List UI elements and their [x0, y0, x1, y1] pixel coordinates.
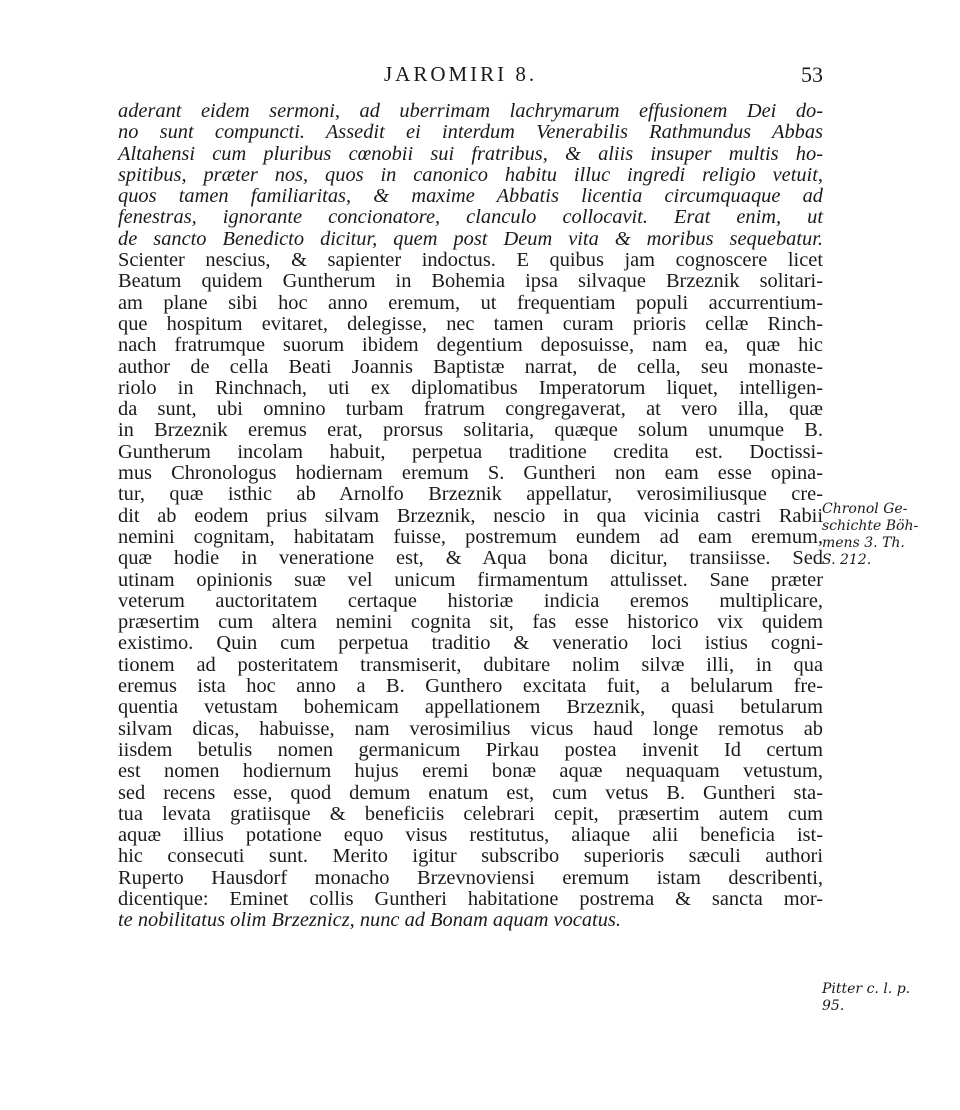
text-line: dit ab eodem prius silvam Brzeznik, nescio in qua vicinia castri Rabii	[118, 504, 823, 527]
text-line: veterum auctoritatem certaque historiæ indicia eremos multiplicare,	[118, 589, 823, 612]
text-line: dicentique: Eminet collis Guntheri habitatione postrema & sancta mor-	[118, 887, 823, 910]
text-line: in Brzeznik eremus erat, prorsus solitaria, quæque solum unumque B.	[118, 419, 823, 442]
body-text	[118, 101, 823, 932]
text-line: hic consecuti sunt. Merito igitur subscribo superioris sæculi authori	[118, 845, 823, 868]
text-line: quentia vetustam bohemicam appellationem Brzeznik, quasi betularum	[118, 696, 823, 719]
margin-note-chronology	[822, 501, 918, 569]
text-line: aquæ illius potatione equo visus restitutus, aliaque alii beneficia ist-	[118, 824, 823, 847]
text-line: quæ hodie in veneratione est, & Aqua bona dicitur, transiisse. Sed	[118, 547, 823, 570]
text-line: Scienter nescius, & sapienter indoctus. E quibus jam cognoscere licet	[118, 249, 823, 272]
text-line: nemini cognitam, habitatam fuisse, postremum eundem ad eam eremum,	[118, 525, 823, 548]
text-line: utinam opinionis suæ vel unicum firmamentum attulisset. Sane præter	[118, 568, 823, 591]
text-line: existimo. Quin cum perpetua traditio & veneratio loci istius cogni-	[118, 632, 823, 655]
text-line: Beatum quidem Guntherum in Bohemia ipsa silvaque Brzeznik solitari-	[118, 270, 823, 293]
text-line: da sunt, ubi omnino turbam fratrum congregaverat, at vero illa, quæ	[118, 398, 823, 421]
text-line: Ruperto Hausdorf monacho Brzevnoviensi eremum istam describenti,	[118, 866, 823, 889]
text-line: iisdem betulis nomen germanicum Pirkau postea invenit Id certum	[118, 738, 823, 761]
text-line: tionem ad posteritatem transmiserit, dubitare nolim silvæ illi, in qua	[118, 653, 823, 676]
text-line: am plane sibi hoc anno eremum, ut frequentiam populi accurrentium-	[118, 291, 823, 314]
text-line: te nobilitatus olim Brzeznicz, nunc ad Bonam aquam vocatus.	[118, 909, 621, 932]
text-line: silvam dicas, habuisse, nam verosimilius vicus haud longe remotus ab	[118, 717, 823, 740]
text-line: sed recens esse, quod demum enatum est, cum vetus B. Guntheri sta-	[118, 781, 823, 804]
page-number: 53	[801, 62, 823, 87]
text-line: author de cella Beati Joannis Baptistæ narrat, de cella, seu monaste-	[118, 355, 823, 378]
text-line: que hospitum evitaret, delegisse, nec tamen curam prioris cellæ Rinch-	[118, 312, 823, 335]
margin-note-line: schichte Böh-	[822, 518, 919, 534]
text-line: Altahensi cum pluribus cœnobii sui fratribus, & aliis insuper multis ho-	[118, 142, 823, 165]
margin-note-line: Chronol Ge-	[822, 501, 908, 517]
text-line: aderant eidem sermoni, ad uberrimam lachrymarum effusionem Dei do-	[118, 100, 823, 122]
text-line: nach fratrumque suorum ibidem degentium deposuisse, nam ea, quæ hic	[118, 334, 823, 357]
text-line: fenestras, ignorante concionatore, clanculo collocavit. Erat enim, ut	[118, 206, 823, 229]
text-line: quos tamen familiaritas, & maxime Abbatis licentia circumquaque ad	[118, 185, 823, 208]
text-line: tur, quæ isthic ab Arnolfo Brzeznik appellatur, verosimiliusque cre-	[118, 483, 823, 506]
text-line: est nomen hodiernum hujus eremi bonæ aquæ nequaquam vetustum,	[118, 760, 823, 783]
text-line: eremus ista hoc anno a B. Gunthero excitata fuit, a belularum fre-	[118, 675, 823, 698]
margin-note-line: S. 212.	[822, 552, 872, 568]
text-line: spitibus, præter nos, quos in canonico habitu illuc ingredi religio vetuit,	[118, 163, 823, 186]
text-line: no sunt compuncti. Assedit ei interdum Venerabilis Rathmundus Abbas	[118, 121, 823, 144]
text-line: riolo in Rinchnach, uti ex diplomatibus Imperatorum liquet, intelligen-	[118, 376, 823, 399]
text-line: mus Chronologus hodiernam eremum S. Guntheri non eam esse opina-	[118, 462, 823, 485]
margin-note-line: Pitter c. l. p.	[822, 981, 911, 997]
text-line: de sancto Benedicto dicitur, quem post Deum vita & moribus sequebatur.	[118, 227, 823, 250]
margin-note-line: mens 3. Th.	[822, 535, 905, 551]
running-head: JAROMIRI 8.	[384, 62, 538, 86]
text-line: tua levata gratiisque & beneficiis celebrari cepit, præsertim autem cum	[118, 802, 823, 825]
margin-note-line: 95.	[822, 998, 845, 1014]
text-line: præsertim cum altera nemini cognita sit, fas esse historico vix quidem	[118, 611, 823, 634]
text-line: Guntherum incolam habuit, perpetua traditione credita est. Doctissi-	[118, 440, 823, 463]
page-header	[118, 62, 823, 92]
margin-note-pitter	[822, 981, 910, 1015]
